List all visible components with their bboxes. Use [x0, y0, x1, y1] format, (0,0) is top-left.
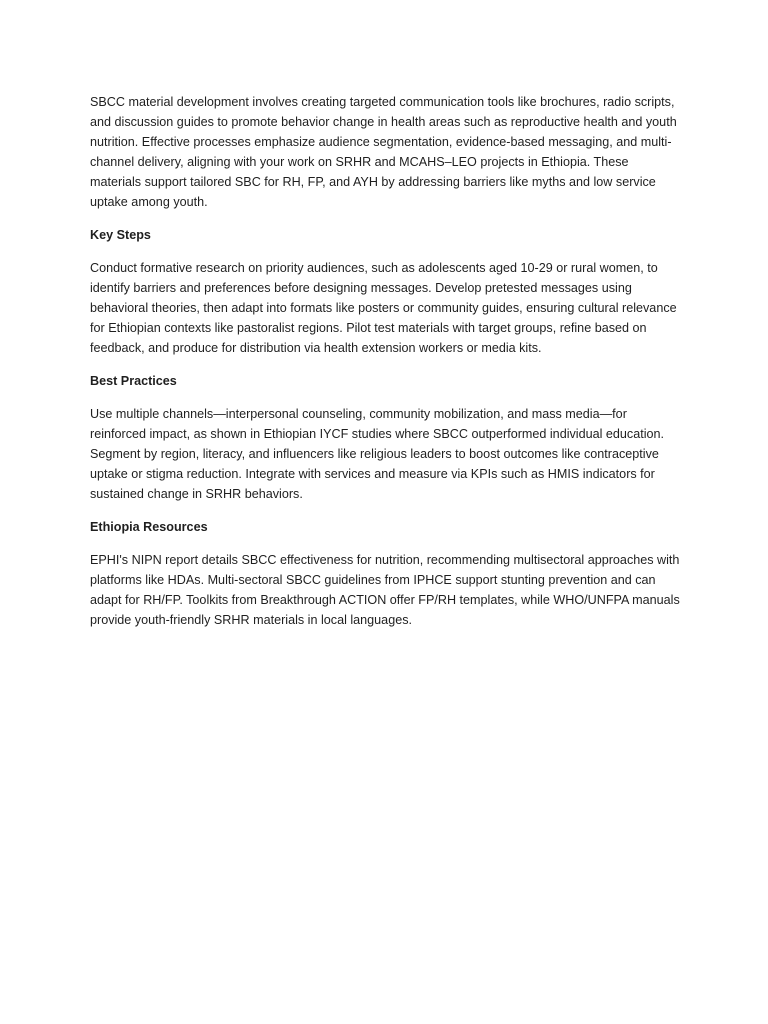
- section-body-ethiopia-resources: EPHI's NIPN report details SBCC effectiveness for nutrition, recommending multisectoral approaches with platforms like HDAs. Multi-sectoral SBCC guidelines from IPHCE support stunting prevention and can adapt for RH/FP. Toolkits from Breakthrough ACTION offer FP/RH templates, while WHO/UNFPA manuals provide youth-friendly SRHR materials in local languages.: [90, 553, 680, 627]
- section-heading-ethiopia-resources: Ethiopia Resources: [90, 520, 208, 534]
- section-body-best-practices: Use multiple channels—interpersonal counseling, community mobilization, and mass media—for reinforced impact, as shown in Ethiopian IYCF studies where SBCC outperformed individual education. Segment by region, literacy, and influencers like religious leaders to boost outcomes like contraceptive uptake or stigma reduction. Integrate with services and measure via KPIs such as HMIS indicators for sustained change in SRHR behaviors.: [90, 407, 665, 501]
- section-body-key-steps: Conduct formative research on priority audiences, such as adolescents aged 10-29 or rural women, to identify barriers and preferences before designing messages. Develop pretested messages using behavioral theories, then adapt into formats like posters or community guides, ensuring cultural relevance for Ethiopian contexts like pastoralist regions. Pilot test materials with target groups, refine based on feedback, and produce for distribution via health extension workers or media kits.: [90, 261, 677, 355]
- intro-paragraph: SBCC material development involves creating targeted communication tools like brochures, radio scripts, and discussion guides to promote behavior change in health areas such as reproductive health and youth nutrition. Effective processes emphasize audience segmentation, evidence-based messaging, and multi-channel delivery, aligning with your work on SRHR and MCAHS–LEO projects in Ethiopia. These materials support tailored SBC for RH, FP, and AYH by addressing barriers like myths and low service uptake among youth.: [90, 95, 677, 209]
- section-heading-key-steps: Key Steps: [90, 228, 151, 242]
- section-heading-best-practices: Best Practices: [90, 374, 177, 388]
- document-page: [90, 92, 680, 643]
